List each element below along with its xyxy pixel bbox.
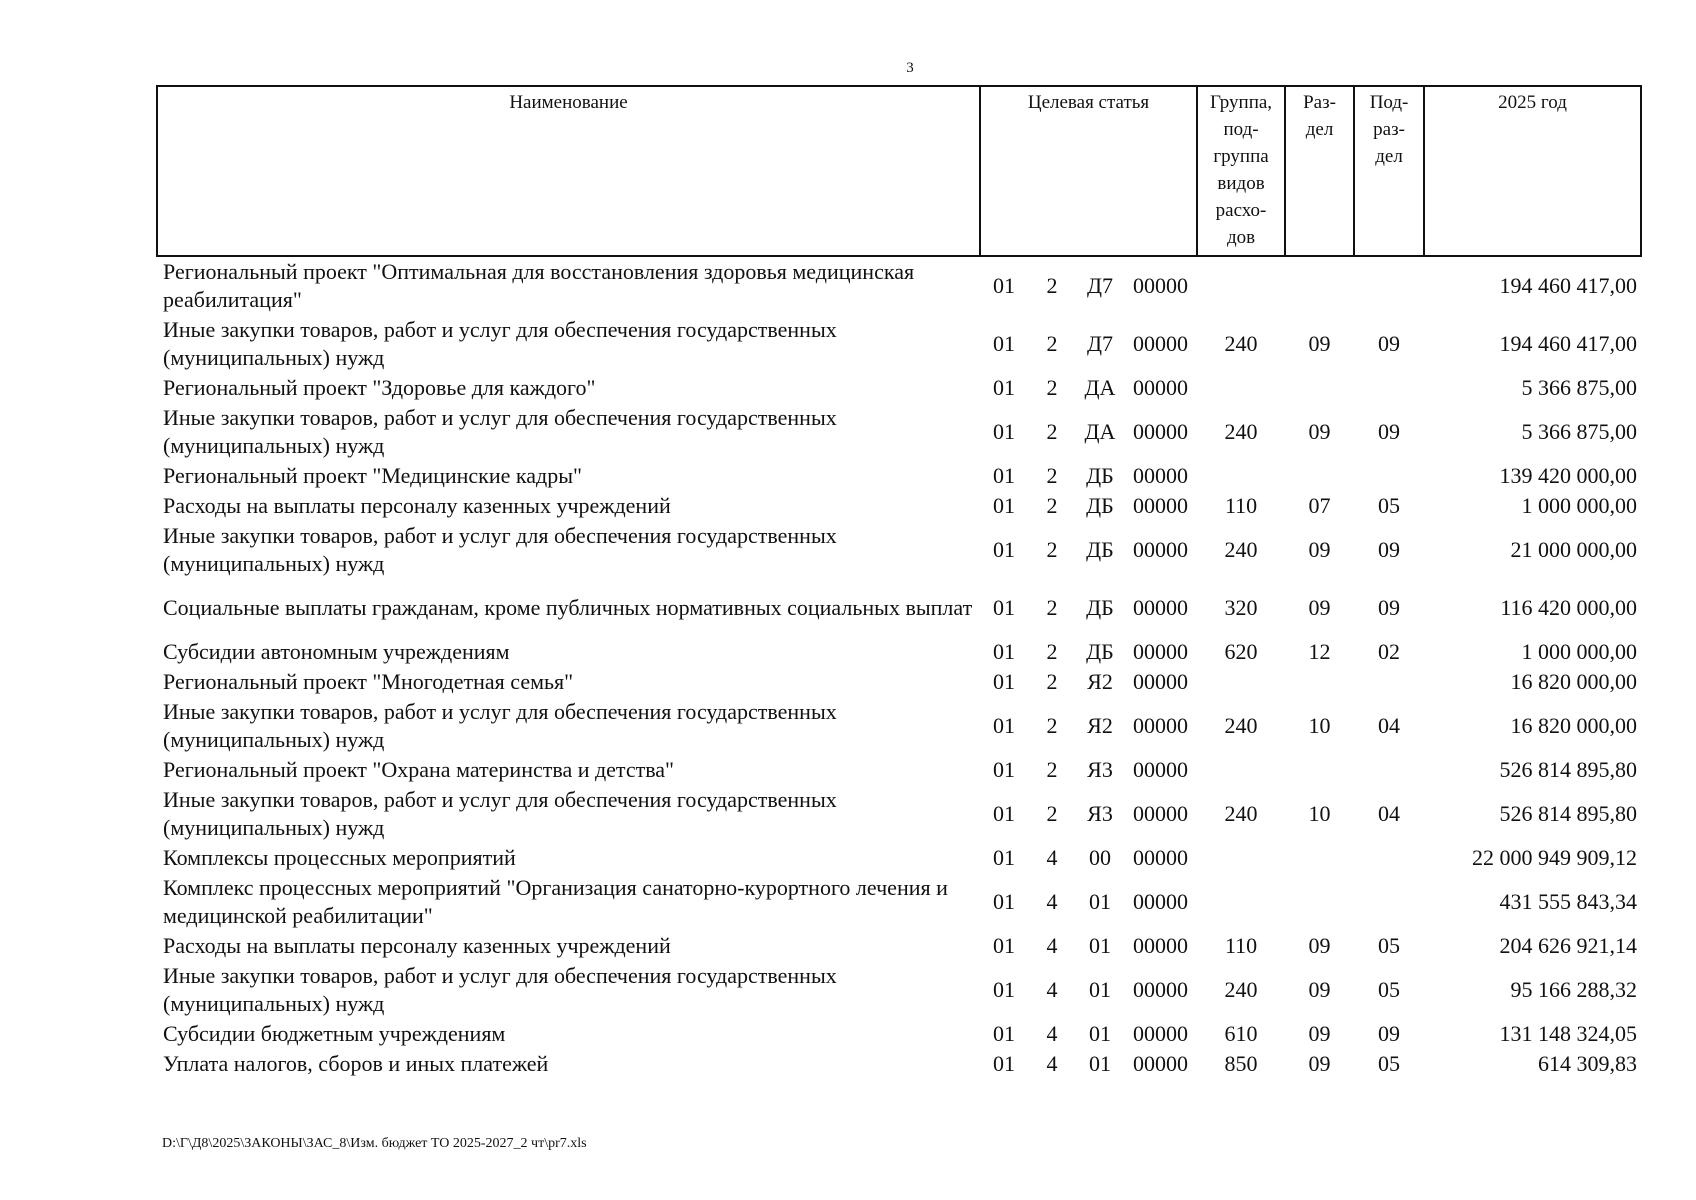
- row-amount: 139 420 000,00: [1499, 463, 1638, 488]
- row-name: Региональный проект "Оптимальная для восстановления здоровья медицинская реабилитация": [163, 259, 915, 312]
- row-section: 09: [1308, 933, 1331, 958]
- row-target-program: 01: [993, 1021, 1015, 1046]
- row-target-program: 01: [993, 757, 1015, 782]
- table-row: [157, 667, 1641, 697]
- row-section: 07: [1308, 493, 1331, 518]
- row-target-direction: ДБ: [1086, 463, 1114, 488]
- row-target-program: 01: [993, 845, 1015, 870]
- row-target-program: 01: [993, 419, 1015, 444]
- row-amount: 21 000 000,00: [1510, 537, 1638, 562]
- row-target-code: 00000: [1133, 1051, 1189, 1076]
- row-target-direction: 01: [1089, 977, 1111, 1002]
- row-target-direction: Я3: [1087, 801, 1113, 826]
- table-row: [157, 1019, 1641, 1049]
- row-subsection: 09: [1378, 595, 1401, 620]
- row-target-subprogram: 4: [1046, 889, 1058, 914]
- row-target-program: 01: [993, 933, 1015, 958]
- row-target-code: 00000: [1133, 375, 1189, 400]
- table-row: [157, 1049, 1641, 1079]
- row-name: Уплата налогов, сборов и иных платежей: [163, 1051, 549, 1076]
- row-group: 240: [1224, 537, 1258, 562]
- table-row: [157, 785, 1641, 843]
- row-target-direction: ДБ: [1086, 595, 1114, 620]
- row-target-code: 00000: [1133, 845, 1189, 870]
- row-name: Региональный проект "Медицинские кадры": [163, 463, 582, 488]
- row-target-code: 00000: [1133, 493, 1189, 518]
- row-target-code: 00000: [1133, 713, 1189, 738]
- row-subsection: 05: [1378, 493, 1401, 518]
- row-group: [1197, 461, 1285, 491]
- row-amount: 95 166 288,32: [1510, 977, 1638, 1002]
- row-target-subprogram: 2: [1046, 757, 1058, 782]
- row-target-direction: Я3: [1087, 757, 1113, 782]
- row-amount: 131 148 324,05: [1499, 1021, 1638, 1046]
- row-target-program: 01: [993, 669, 1015, 694]
- row-name: Иные закупки товаров, работ и услуг для обеспечения государственных (муниципальных) нужд: [163, 787, 837, 840]
- row-group: [1197, 873, 1285, 931]
- row-subsection: [1354, 256, 1424, 315]
- header-target-article: Целевая статья: [980, 86, 1197, 256]
- row-target-subprogram: 4: [1046, 977, 1058, 1002]
- header-name: Наименование: [157, 86, 980, 256]
- row-name: Иные закупки товаров, работ и услуг для обеспечения государственных (муниципальных) нужд: [163, 317, 837, 370]
- row-target-code: 00000: [1133, 889, 1189, 914]
- row-target-code: 00000: [1133, 595, 1189, 620]
- row-target-code: 00000: [1133, 331, 1189, 356]
- row-target-program: 01: [993, 639, 1015, 664]
- row-amount: 16 820 000,00: [1510, 713, 1638, 738]
- row-subsection: [1354, 755, 1424, 785]
- row-target-direction: 01: [1089, 933, 1111, 958]
- row-section: 09: [1308, 977, 1331, 1002]
- row-target-direction: Я2: [1087, 713, 1113, 738]
- row-name: Иные закупки товаров, работ и услуг для обеспечения государственных (муниципальных) нужд: [163, 523, 837, 576]
- row-section: [1285, 755, 1354, 785]
- row-group: 850: [1224, 1051, 1258, 1076]
- row-target-code: 00000: [1133, 463, 1189, 488]
- row-target-program: 01: [993, 463, 1015, 488]
- row-amount: 5 366 875,00: [1521, 419, 1638, 444]
- row-name: Иные закупки товаров, работ и услуг для обеспечения государственных (муниципальных) нужд: [163, 405, 837, 458]
- row-target-direction: 01: [1089, 1051, 1111, 1076]
- row-target-direction: 01: [1089, 889, 1111, 914]
- row-amount: 5 366 875,00: [1521, 375, 1638, 400]
- header-group: Группа, под- группа видов расхо- дов: [1197, 86, 1285, 256]
- row-group: [1197, 755, 1285, 785]
- row-group: 110: [1224, 933, 1258, 958]
- row-amount: 1 000 000,00: [1521, 639, 1638, 664]
- row-target-subprogram: 4: [1046, 1021, 1058, 1046]
- row-target-subprogram: 2: [1046, 463, 1058, 488]
- header-subsection: Под- раз- дел: [1354, 86, 1424, 256]
- row-target-subprogram: 2: [1046, 537, 1058, 562]
- row-section: [1285, 873, 1354, 931]
- row-section: 12: [1308, 639, 1331, 664]
- header-section: Раз- дел: [1285, 86, 1354, 256]
- row-subsection: 04: [1378, 801, 1401, 826]
- row-section: [1285, 667, 1354, 697]
- table-row: [157, 931, 1641, 961]
- row-target-program: 01: [993, 331, 1015, 356]
- row-section: 10: [1308, 713, 1331, 738]
- row-target-direction: 01: [1089, 1021, 1111, 1046]
- row-group: 240: [1224, 801, 1258, 826]
- row-target-direction: Д7: [1086, 273, 1113, 298]
- row-target-program: 01: [993, 493, 1015, 518]
- row-name: Региональный проект "Здоровье для каждого": [163, 375, 596, 400]
- table-body: [157, 256, 1641, 1079]
- row-section: 10: [1308, 801, 1331, 826]
- table-row: [157, 637, 1641, 667]
- header-year: 2025 год: [1424, 86, 1641, 256]
- table-row: [157, 491, 1641, 521]
- table-row: [157, 256, 1641, 315]
- row-target-code: 00000: [1133, 419, 1189, 444]
- row-target-code: 00000: [1133, 933, 1189, 958]
- row-target-subprogram: 2: [1046, 801, 1058, 826]
- row-group: 320: [1224, 595, 1258, 620]
- row-target-program: 01: [993, 273, 1015, 298]
- row-target-code: 00000: [1133, 977, 1189, 1002]
- row-target-subprogram: 2: [1046, 493, 1058, 518]
- row-target-program: 01: [993, 595, 1015, 620]
- row-target-code: 00000: [1133, 639, 1189, 664]
- row-target-subprogram: 2: [1046, 669, 1058, 694]
- row-target-program: 01: [993, 375, 1015, 400]
- row-section: [1285, 373, 1354, 403]
- table-row: [157, 315, 1641, 373]
- footer-file-path: D:\Г\Д8\2025\ЗАКОНЫ\ЗАС_8\Изм. бюджет ТО 2025-2027_2 чт\pr7.xls: [162, 1136, 587, 1151]
- row-section: 09: [1308, 419, 1331, 444]
- row-section: 09: [1308, 1021, 1331, 1046]
- row-subsection: 09: [1378, 331, 1401, 356]
- row-target-subprogram: 4: [1046, 933, 1058, 958]
- row-target-code: 00000: [1133, 757, 1189, 782]
- row-group: 610: [1224, 1021, 1258, 1046]
- row-subsection: 09: [1378, 1021, 1401, 1046]
- row-name: Региональный проект "Охрана материнства и детства": [163, 757, 675, 782]
- row-target-subprogram: 2: [1046, 419, 1058, 444]
- row-group: 240: [1224, 977, 1258, 1002]
- table-row: [157, 843, 1641, 873]
- row-target-direction: ДБ: [1086, 493, 1114, 518]
- row-target-code: 00000: [1133, 273, 1189, 298]
- row-section: [1285, 843, 1354, 873]
- row-target-program: 01: [993, 889, 1015, 914]
- row-target-direction: ДБ: [1086, 537, 1114, 562]
- row-subsection: 05: [1378, 933, 1401, 958]
- row-target-program: 01: [993, 801, 1015, 826]
- row-amount: 116 420 000,00: [1500, 595, 1638, 620]
- row-group: 110: [1224, 493, 1258, 518]
- row-section: 09: [1308, 1051, 1331, 1076]
- row-subsection: 05: [1378, 1051, 1401, 1076]
- row-group: [1197, 667, 1285, 697]
- row-target-direction: 00: [1089, 845, 1111, 870]
- row-target-subprogram: 2: [1046, 375, 1058, 400]
- row-target-program: 01: [993, 977, 1015, 1002]
- row-subsection: [1354, 843, 1424, 873]
- row-name: Комплексы процессных мероприятий: [163, 845, 516, 870]
- row-amount: 526 814 895,80: [1499, 801, 1638, 826]
- row-target-direction: Д7: [1086, 331, 1113, 356]
- row-target-program: 01: [993, 1051, 1015, 1076]
- page-number: 3: [906, 60, 914, 76]
- row-target-code: 00000: [1133, 1021, 1189, 1046]
- row-group: 620: [1224, 639, 1258, 664]
- row-target-direction: ДБ: [1086, 639, 1114, 664]
- row-target-program: 01: [993, 713, 1015, 738]
- row-target-subprogram: 2: [1046, 273, 1058, 298]
- row-group: 240: [1224, 713, 1258, 738]
- budget-table: [156, 85, 1642, 1079]
- table-row: [157, 461, 1641, 491]
- row-target-direction: ДА: [1084, 375, 1116, 400]
- row-name: Региональный проект "Многодетная семья": [163, 669, 574, 694]
- row-name: Субсидии автономным учреждениям: [163, 639, 510, 664]
- row-amount: 194 460 417,00: [1499, 273, 1638, 298]
- table-row: [157, 579, 1641, 637]
- row-name: Социальные выплаты гражданам, кроме публичных нормативных социальных выплат: [163, 595, 973, 620]
- row-amount: 1 000 000,00: [1521, 493, 1638, 518]
- row-group: [1197, 256, 1285, 315]
- row-target-code: 00000: [1133, 669, 1189, 694]
- row-name: Иные закупки товаров, работ и услуг для обеспечения государственных (муниципальных) нужд: [163, 699, 837, 752]
- row-name: Расходы на выплаты персоналу казенных учреждений: [163, 933, 671, 958]
- row-name: Расходы на выплаты персоналу казенных учреждений: [163, 493, 671, 518]
- row-group: [1197, 373, 1285, 403]
- row-subsection: 09: [1378, 419, 1401, 444]
- row-subsection: 02: [1378, 639, 1401, 664]
- row-amount: 16 820 000,00: [1510, 669, 1638, 694]
- row-subsection: [1354, 461, 1424, 491]
- row-subsection: 04: [1378, 713, 1401, 738]
- row-target-subprogram: 2: [1046, 595, 1058, 620]
- row-amount: 526 814 895,80: [1499, 757, 1638, 782]
- row-name: Иные закупки товаров, работ и услуг для обеспечения государственных (муниципальных) нужд: [163, 963, 837, 1016]
- row-group: 240: [1224, 419, 1258, 444]
- row-target-subprogram: 2: [1046, 331, 1058, 356]
- row-subsection: 09: [1378, 537, 1401, 562]
- row-group: 240: [1224, 331, 1258, 356]
- table-row: [157, 755, 1641, 785]
- row-amount: 22 000 949 909,12: [1472, 845, 1638, 870]
- row-amount: 204 626 921,14: [1499, 933, 1638, 958]
- row-target-code: 00000: [1133, 537, 1189, 562]
- row-target-subprogram: 2: [1046, 639, 1058, 664]
- table-row: [157, 521, 1641, 579]
- row-subsection: [1354, 667, 1424, 697]
- row-section: 09: [1308, 595, 1331, 620]
- row-name: Комплекс процессных мероприятий "Организация санаторно-курортного лечения и медицинской реабилитации": [163, 875, 948, 928]
- row-target-direction: Я2: [1087, 669, 1113, 694]
- row-subsection: [1354, 873, 1424, 931]
- row-name: Субсидии бюджетным учреждениям: [163, 1021, 506, 1046]
- row-amount: 431 555 843,34: [1499, 889, 1638, 914]
- row-target-program: 01: [993, 537, 1015, 562]
- table-row: [157, 373, 1641, 403]
- row-section: 09: [1308, 537, 1331, 562]
- table-row: [157, 873, 1641, 931]
- row-section: 09: [1308, 331, 1331, 356]
- row-target-subprogram: 4: [1046, 845, 1058, 870]
- table-row: [157, 697, 1641, 755]
- row-amount: 614 309,83: [1538, 1051, 1638, 1076]
- row-section: [1285, 256, 1354, 315]
- row-target-code: 00000: [1133, 801, 1189, 826]
- row-section: [1285, 461, 1354, 491]
- row-subsection: 05: [1378, 977, 1401, 1002]
- row-target-subprogram: 4: [1046, 1051, 1058, 1076]
- table-header: [157, 86, 1641, 256]
- row-group: [1197, 843, 1285, 873]
- row-amount: 194 460 417,00: [1499, 331, 1638, 356]
- row-subsection: [1354, 373, 1424, 403]
- table-row: [157, 961, 1641, 1019]
- row-target-subprogram: 2: [1046, 713, 1058, 738]
- table-row: [157, 403, 1641, 461]
- row-target-direction: ДА: [1084, 419, 1116, 444]
